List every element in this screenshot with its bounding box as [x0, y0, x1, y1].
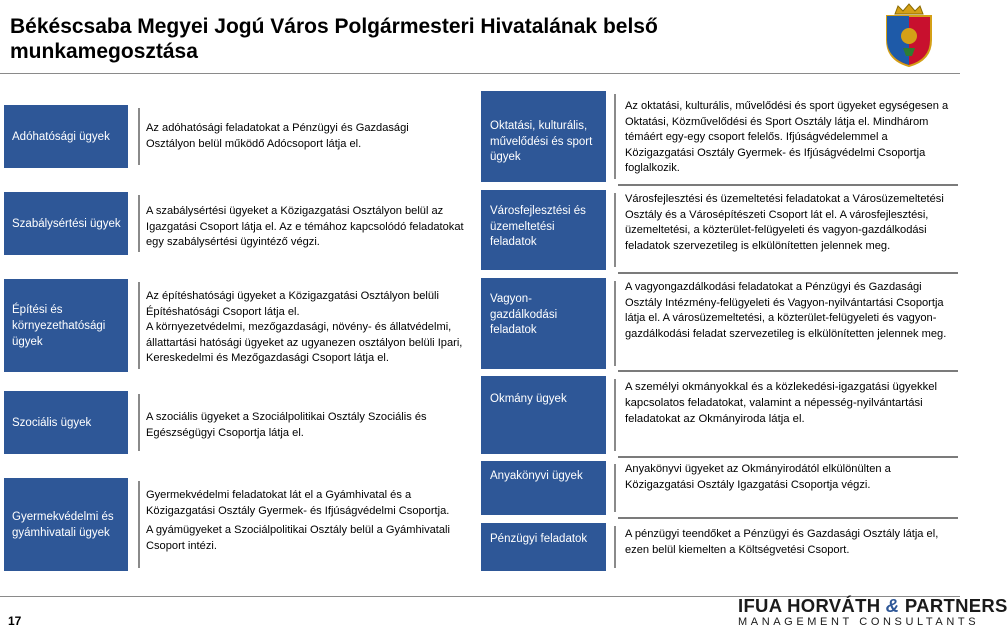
category-box-varosfejlesztesi: Városfejlesztési és üzemeltetési feladatok: [481, 190, 606, 270]
description-penzugyi: A pénzügyi teendőket a Pénzügyi és Gazdasági Osztály látja el, ezen belül kiemelten a Költségvetési Csoport.: [625, 528, 939, 556]
logo-ampersand: &: [885, 595, 900, 616]
company-logo: [738, 595, 1008, 628]
description-anyakonyvi: Anyakönyvi ügyeket az Okmányirodától elkülönülten a Közigazgatási Osztály Igazgatási Csoportja végzi.: [625, 463, 891, 491]
description-adohatosagi: Az adóhatósági feladatokat a Pénzügyi és Gazdasági Osztályon belül működő Adócsoport látja el.: [146, 122, 409, 150]
page-number: 17: [8, 614, 22, 628]
coat-of-arms-icon: [881, 2, 937, 68]
description-epitesi-2: A környezetvédelmi, mezőgazdasági, növény- és állatvédelmi, állattartási hatósági ügyeket az ugyanezen osztályon belüli Ipari, Kereskedelmi és Mezőgazdasági Csoport látja el.: [146, 321, 463, 364]
description-varosfejlesztesi: Városfejlesztési és üzemeltetési feladatokat a Városüzemeltetési Osztály és a Városépítészeti Csoport lát el. A városfejlesztési, üzemeltetési, a közterület-felügyeleti és vagyon-gazdálkodási feladatok szervezetileg is elkülönítetten jelennek meg.: [625, 193, 944, 252]
category-box-okmany: Okmány ügyek: [481, 376, 606, 454]
description-vagyongazdalkodasi: A vagyongazdálkodási feladatokat a Pénzügyi és Gazdasági Osztály Intézmény-felügyeleti és Vagyon-nyilvántartási Csoportja látja el. A városüzemeltetési, a közterület-felügyeleti és vagyon-gazdálkodási feladat szervezetileg is elkülönítetten jelennek meg.: [625, 281, 947, 340]
category-box-szocialis: Szociális ügyek: [4, 391, 128, 454]
description-gyermekvedelmi-2: A gyámügyeket a Szociálpolitikai Osztály belül a Gyámhivatali Csoport intézi.: [146, 524, 450, 552]
category-box-epitesi: Építési és környezethatósági ügyek: [4, 279, 128, 372]
description-szocialis: A szociális ügyeket a Szociálpolitikai Osztály Szociális és Egészségügyi Csoportja látja el.: [146, 411, 427, 439]
description-epitesi-1: Az építéshatósági ügyeket a Közigazgatási Osztályon belüli Építéshatósági Csoport látja el.: [146, 290, 439, 318]
category-box-vagyongazdalkodasi: Vagyon-gazdálkodási feladatok: [481, 278, 606, 369]
logo-main-left: IFUA HORVÁTH: [738, 595, 886, 616]
category-box-penzugyi: Pénzügyi feladatok: [481, 523, 606, 571]
logo-subtitle: MANAGEMENT CONSULTANTS: [738, 616, 980, 628]
description-okmany: A személyi okmányokkal és a közlekedési-igazgatási ügyekkel kapcsolatos feladatokat, valamint a népesség-nyilvántartási feladatokat az Okmányiroda látja el.: [625, 381, 938, 425]
category-box-gyermekvedelmi: Gyermekvédelmi és gyámhivatali ügyek: [4, 478, 128, 571]
logo-main-right: PARTNERS: [899, 595, 1008, 616]
description-oktatasi: Az oktatási, kulturális, művelődési és sport ügyeket egységesen a Oktatási, Közművelődési és Sport Osztály látja el. Mindhárom témáért egy-egy csoport felelős. Ifjúságvédelemmel a Közigazgatási Osztály Gyermek- és Ifjúságvédelmi Csoportja foglalkozik.: [625, 100, 949, 174]
category-box-oktatasi: Oktatási, kulturális, művelődési és sport ügyek: [481, 91, 606, 182]
page-title: Békéscsaba Megyei Jogú Város Polgármesteri Hivatalának belső munkamegosztása: [10, 15, 658, 63]
category-box-anyakonyvi: Anyakönyvi ügyek: [481, 461, 606, 515]
category-box-adohatosagi: Adóhatósági ügyek: [4, 105, 128, 168]
description-szabalysertesi: A szabálysértési ügyeket a Közigazgatási Osztályon belül az Igazgatási Csoport látja el. Az e témához kapcsolódó feladatokat egy szabálysértési ügyintéző végzi.: [146, 205, 464, 248]
description-gyermekvedelmi-1: Gyermekvédelmi feladatokat lát el a Gyámhivatal és a Közigazgatási Osztály Gyermek- és Ifjúságvédelmi Csoportja.: [146, 489, 450, 517]
category-box-szabalysertesi: Szabálysértési ügyek: [4, 192, 128, 255]
